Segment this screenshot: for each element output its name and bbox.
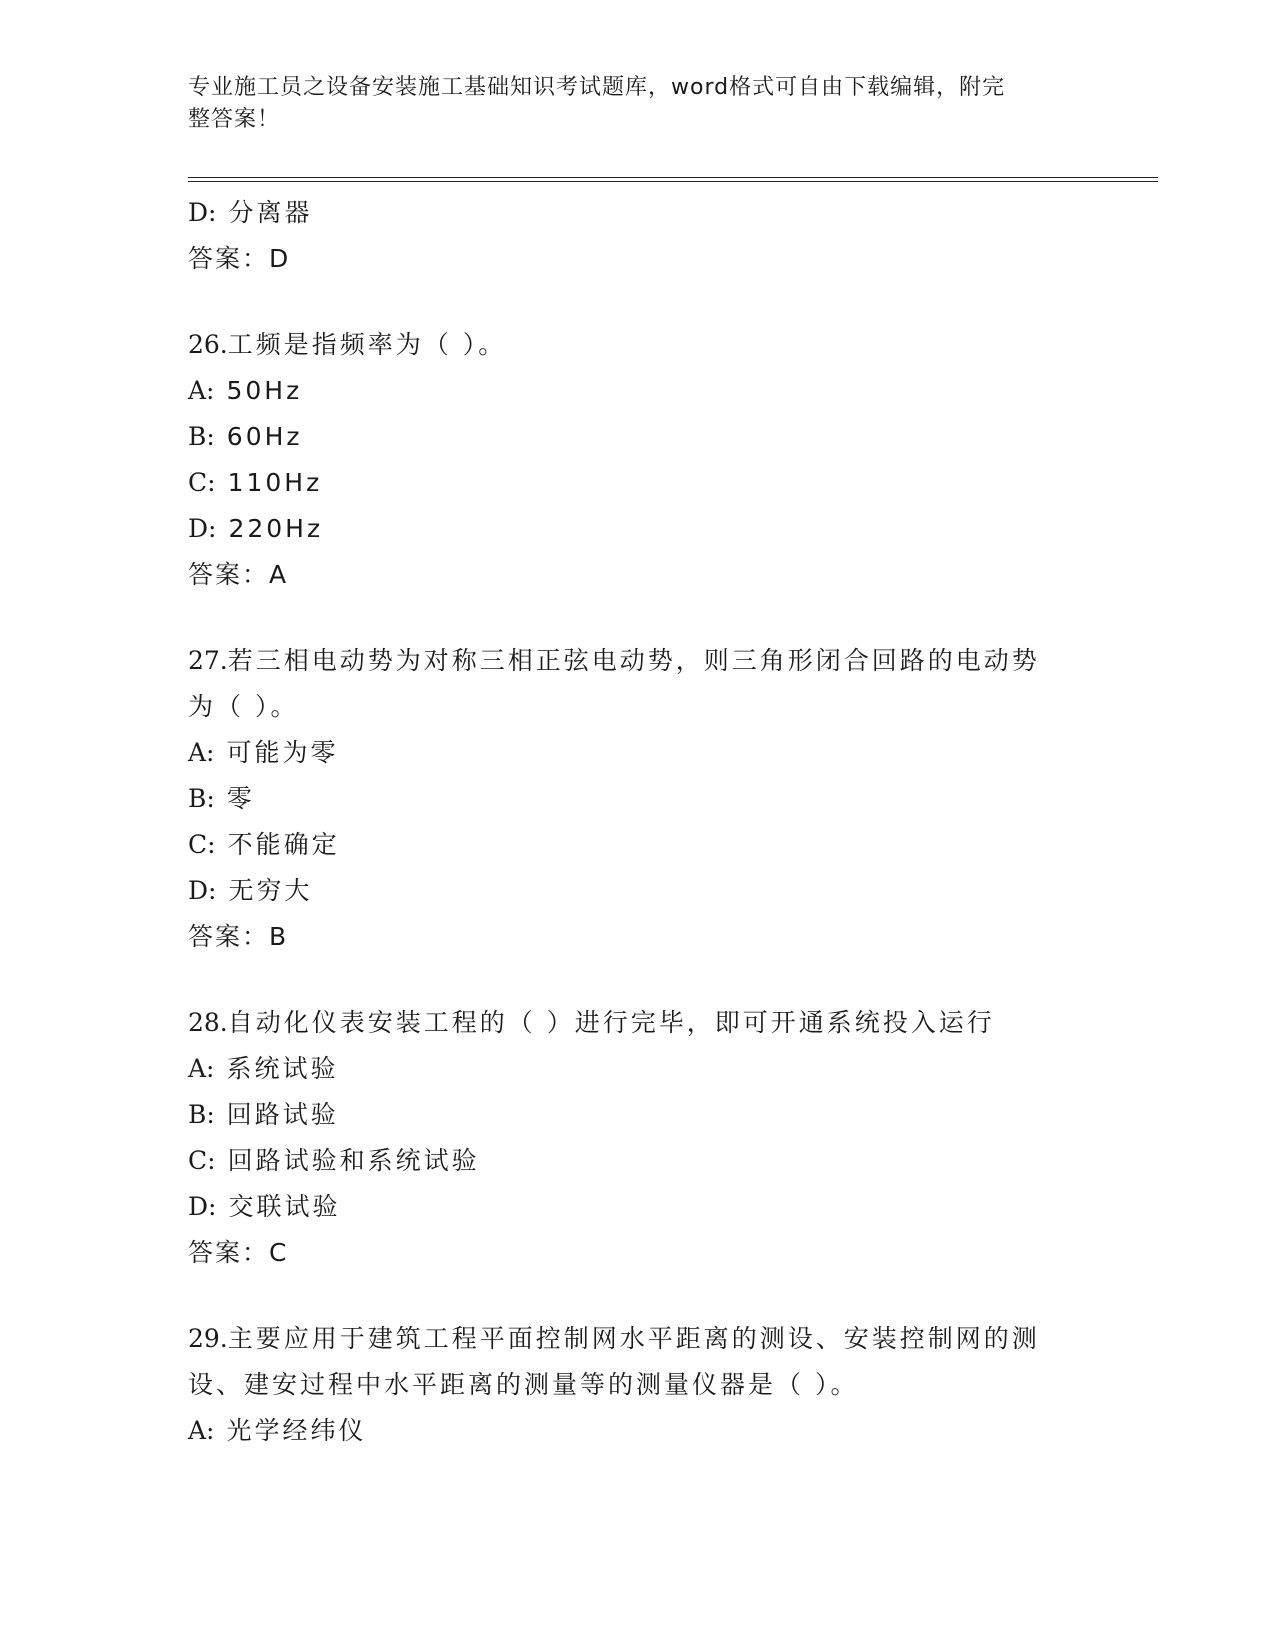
- option-label: A:: [188, 376, 215, 405]
- option-text: 回路试验: [226, 1100, 339, 1129]
- option-label: B:: [188, 784, 215, 813]
- option-label: D:: [188, 514, 217, 543]
- header-line-1: 专业施工员之设备安装施工基础知识考试题库，word格式可自由下载编辑，附完: [188, 75, 1006, 100]
- question-list: [188, 190, 1088, 1454]
- question-28-option-c: [188, 1138, 1088, 1184]
- option-label: C:: [188, 830, 216, 859]
- question-26-stem: [188, 322, 1088, 368]
- question-27-option-b: [188, 776, 1088, 822]
- question-text: 自动化仪表安装工程的（ ）进行完毕，即可开通系统投入运行: [227, 1008, 995, 1037]
- question-27-answer: 答案：B: [188, 922, 289, 951]
- option-label: B:: [188, 422, 215, 451]
- option-label: D:: [188, 876, 217, 905]
- option-label: A:: [188, 1054, 215, 1083]
- option-text: 不能确定: [227, 830, 340, 859]
- question-28-option-d: [188, 1184, 1088, 1230]
- option-text: 220Hz: [228, 514, 324, 543]
- option-text: 系统试验: [226, 1054, 339, 1083]
- question-27-stem-line-1: [188, 638, 1088, 684]
- option-label: D:: [188, 1192, 217, 1221]
- prev-answer: 答案：D: [188, 244, 291, 273]
- question-27-stem-line-2: 为（ ）。: [188, 692, 299, 721]
- question-29-option-a: [188, 1408, 1088, 1454]
- spacer: [188, 1276, 1088, 1316]
- option-label: A:: [188, 1416, 215, 1445]
- question-27-option-d: [188, 868, 1088, 914]
- option-label: A:: [188, 738, 215, 767]
- header-line-2: 整答案！: [188, 107, 281, 132]
- question-text: 工频是指频率为（ ）。: [227, 330, 507, 359]
- question-text: 主要应用于建筑工程平面控制网水平距离的测设、安装控制网的测: [227, 1324, 1040, 1353]
- option-label: D:: [188, 198, 217, 227]
- spacer: [188, 598, 1088, 638]
- question-28-option-b: [188, 1092, 1088, 1138]
- question-29-stem-line-1: [188, 1316, 1088, 1362]
- question-27-option-c: [188, 822, 1088, 868]
- option-label: C:: [188, 468, 216, 497]
- question-29-stem-line-2: 设、建安过程中水平距离的测量等的测量仪器是（ ）。: [188, 1370, 859, 1399]
- header-rule-bottom: [188, 181, 1158, 182]
- question-28-option-a: [188, 1046, 1088, 1092]
- option-text: 分离器: [228, 198, 313, 227]
- question-26-answer: 答案：A: [188, 560, 289, 589]
- question-28-stem: [188, 1000, 1088, 1046]
- question-number: 27.: [188, 646, 228, 675]
- option-text: 可能为零: [226, 738, 339, 767]
- question-text: 若三相电动势为对称三相正弦电动势，则三角形闭合回路的电动势: [227, 646, 1040, 675]
- document-header: [188, 72, 1088, 136]
- option-text: 零: [226, 784, 255, 813]
- header-rule-top: [188, 177, 1158, 178]
- option-text: 光学经纬仪: [226, 1416, 367, 1445]
- option-text: 无穷大: [228, 876, 313, 905]
- option-label: B:: [188, 1100, 215, 1129]
- option-text: 50Hz: [226, 376, 303, 405]
- spacer: [188, 960, 1088, 1000]
- question-26-option-d: [188, 506, 1088, 552]
- question-number: 28.: [188, 1008, 228, 1037]
- question-26-option-c: [188, 460, 1088, 506]
- question-26-option-b: [188, 414, 1088, 460]
- option-text: 交联试验: [228, 1192, 341, 1221]
- spacer: [188, 282, 1088, 322]
- option-text: 110Hz: [227, 468, 323, 497]
- question-number: 29.: [188, 1324, 228, 1353]
- question-number: 26.: [188, 330, 228, 359]
- option-text: 回路试验和系统试验: [227, 1146, 480, 1175]
- question-28-answer: 答案：C: [188, 1238, 289, 1267]
- prev-option-d: [188, 190, 1088, 236]
- option-label: C:: [188, 1146, 216, 1175]
- question-27-option-a: [188, 730, 1088, 776]
- question-26-option-a: [188, 368, 1088, 414]
- option-text: 60Hz: [226, 422, 303, 451]
